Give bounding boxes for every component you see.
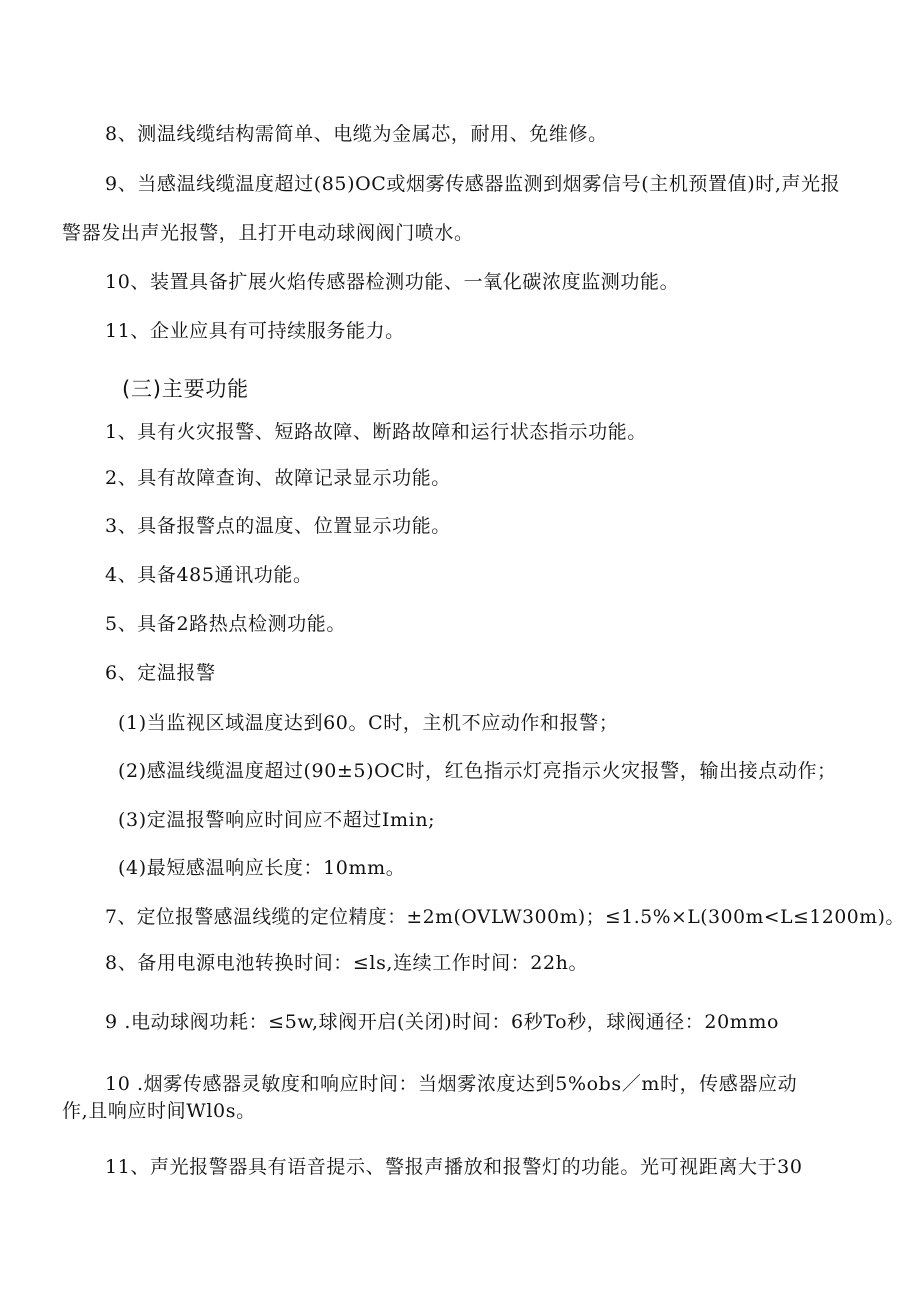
function-item-6-sub-1: (1)当监视区域温度达到60。C时，主机不应动作和报警； xyxy=(118,712,619,734)
function-item-8: 8、备用电源电池转换时间：≤ls,连续工作时间：22h。 xyxy=(105,952,589,974)
requirement-item-8: 8、测温线缆结构需简单、电缆为金属芯，耐用、免维修。 xyxy=(105,123,608,145)
requirement-item-11: 11、企业应具有可持续服务能力。 xyxy=(105,320,405,342)
function-item-9: 9 .电动球阀功耗：≤5w,球阀开启(关闭)时间：6秒To秒，球阀通径：20mmo xyxy=(105,1011,780,1033)
function-item-3: 3、具备报警点的温度、位置显示功能。 xyxy=(105,515,451,537)
requirement-item-9-line1: 9、当感温线缆温度超过(85)OC或烟雾传感器监测到烟雾信号(主机预置值)时,声光报 xyxy=(105,173,841,195)
requirement-item-10: 10、装置具备扩展火焰传感器检测功能、一氧化碳浓度监测功能。 xyxy=(105,271,680,293)
section-heading-main-functions: (三)主要功能 xyxy=(122,377,249,401)
function-item-6: 6、定温报警 xyxy=(105,662,216,684)
function-item-4: 4、具备485通讯功能。 xyxy=(105,564,313,586)
function-item-11: 11、声光报警器具有语音提示、警报声播放和报警灯的功能。光可视距离大于30 xyxy=(105,1156,803,1178)
function-item-6-sub-4: (4)最短感温响应长度：10mm。 xyxy=(118,857,406,879)
function-item-10-line1: 10 .烟雾传感器灵敏度和响应时间：当烟雾浓度达到5%obs／m时，传感器应动 xyxy=(105,1073,798,1095)
function-item-5: 5、具备2路热点检测功能。 xyxy=(105,613,346,635)
function-item-10-line2: 作,且响应时间Wl0s。 xyxy=(62,1100,256,1122)
function-item-6-sub-2: (2)感温线缆温度超过(90±5)OC时，红色指示灯亮指示火灾报警，输出接点动作； xyxy=(118,760,837,782)
function-item-1: 1、具有火灾报警、短路故障、断路故障和运行状态指示功能。 xyxy=(105,421,647,443)
function-item-6-sub-3: (3)定温报警响应时间应不超过Imin; xyxy=(118,809,436,831)
function-item-2: 2、具有故障查询、故障记录显示功能。 xyxy=(105,467,451,489)
requirement-item-9-line2: 警器发出声光报警，且打开电动球阀阀门喷水。 xyxy=(62,222,474,244)
function-item-7: 7、定位报警感温线缆的定位精度：±2m(OVLW300m)；≤1.5%×L(300m<L≤1200m)。 xyxy=(105,906,905,928)
